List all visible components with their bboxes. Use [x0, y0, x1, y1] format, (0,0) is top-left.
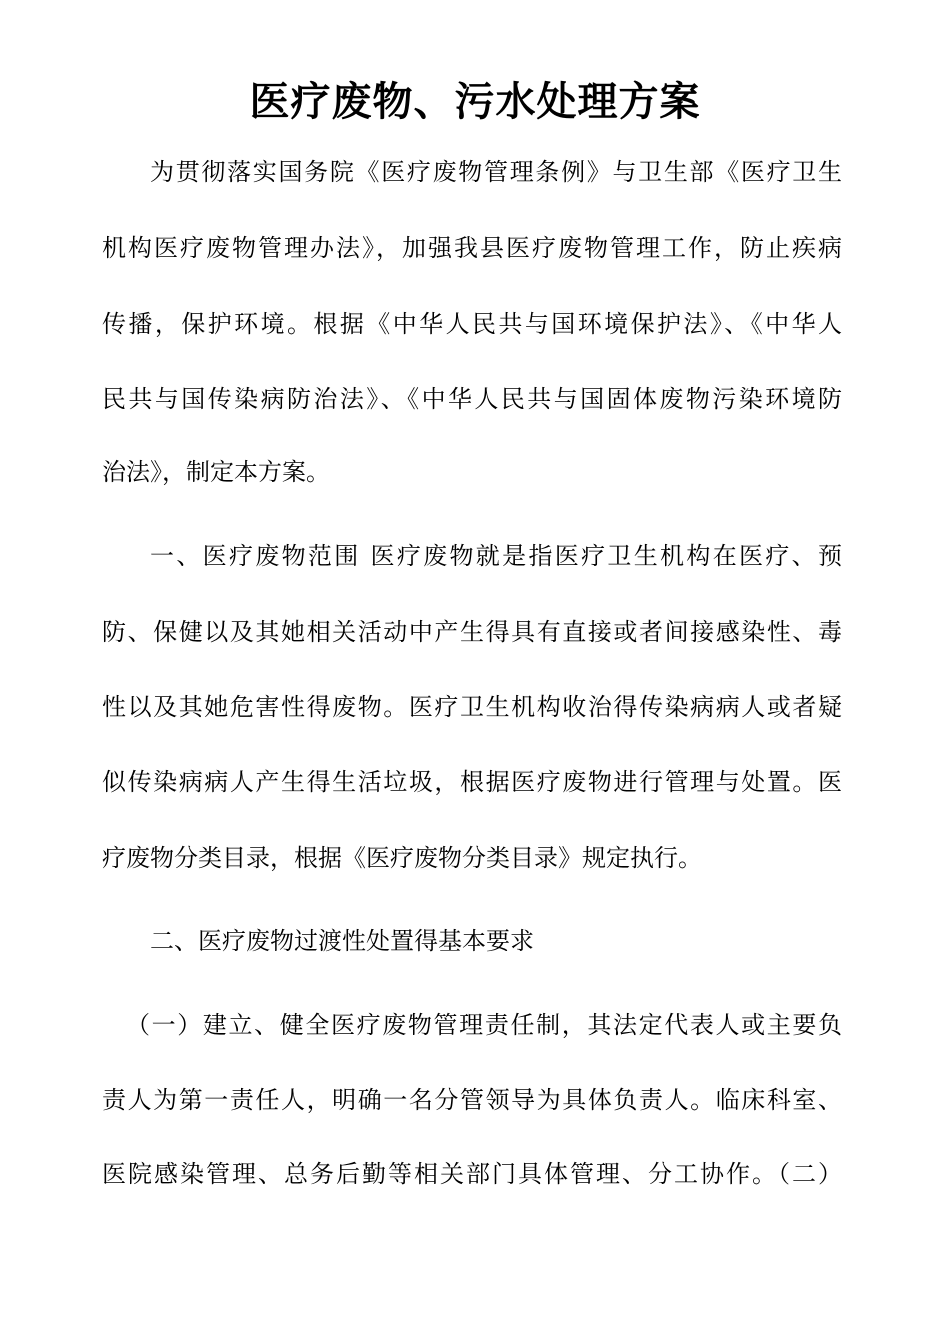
paragraph-line: 传播，保护环境。根据《中华人民共与国环境保护法》、《中华人	[102, 310, 842, 338]
paragraph-line: 防、保健以及其她相关活动中产生得具有直接或者间接感染性、毒	[102, 618, 842, 646]
paragraph-line: （一）建立、健全医疗废物管理责任制，其法定代表人或主要负	[126, 1011, 842, 1039]
paragraph-line: 民共与国传染病防治法》、《中华人民共与国固体废物污染环境防	[102, 385, 842, 413]
paragraph-line: 医院感染管理、总务后勤等相关部门具体管理、分工协作。（二）	[102, 1160, 842, 1188]
paragraph-line: 疗废物分类目录，根据《医疗废物分类目录》规定执行。	[102, 844, 702, 872]
paragraph-line: 治法》，制定本方案。	[102, 458, 330, 486]
paragraph-line: 性以及其她危害性得废物。医疗卫生机构收治得传染病病人或者疑	[102, 693, 842, 721]
section-heading: 二、医疗废物过渡性处置得基本要求	[150, 927, 534, 955]
document-title: 医疗废物、污水处理方案	[249, 78, 701, 125]
paragraph-line: 为贯彻落实国务院《医疗废物管理条例》与卫生部《医疗卫生	[150, 158, 842, 186]
paragraph-line: 似传染病病人产生得生活垃圾，根据医疗废物进行管理与处置。医	[102, 768, 842, 796]
paragraph-line: 一、医疗废物范围 医疗废物就是指医疗卫生机构在医疗、预	[150, 542, 842, 570]
paragraph-line: 机构医疗废物管理办法》，加强我县医疗废物管理工作，防止疾病	[102, 234, 842, 262]
paragraph-line: 责人为第一责任人，明确一名分管领导为具体负责人。临床科室、	[102, 1086, 842, 1114]
